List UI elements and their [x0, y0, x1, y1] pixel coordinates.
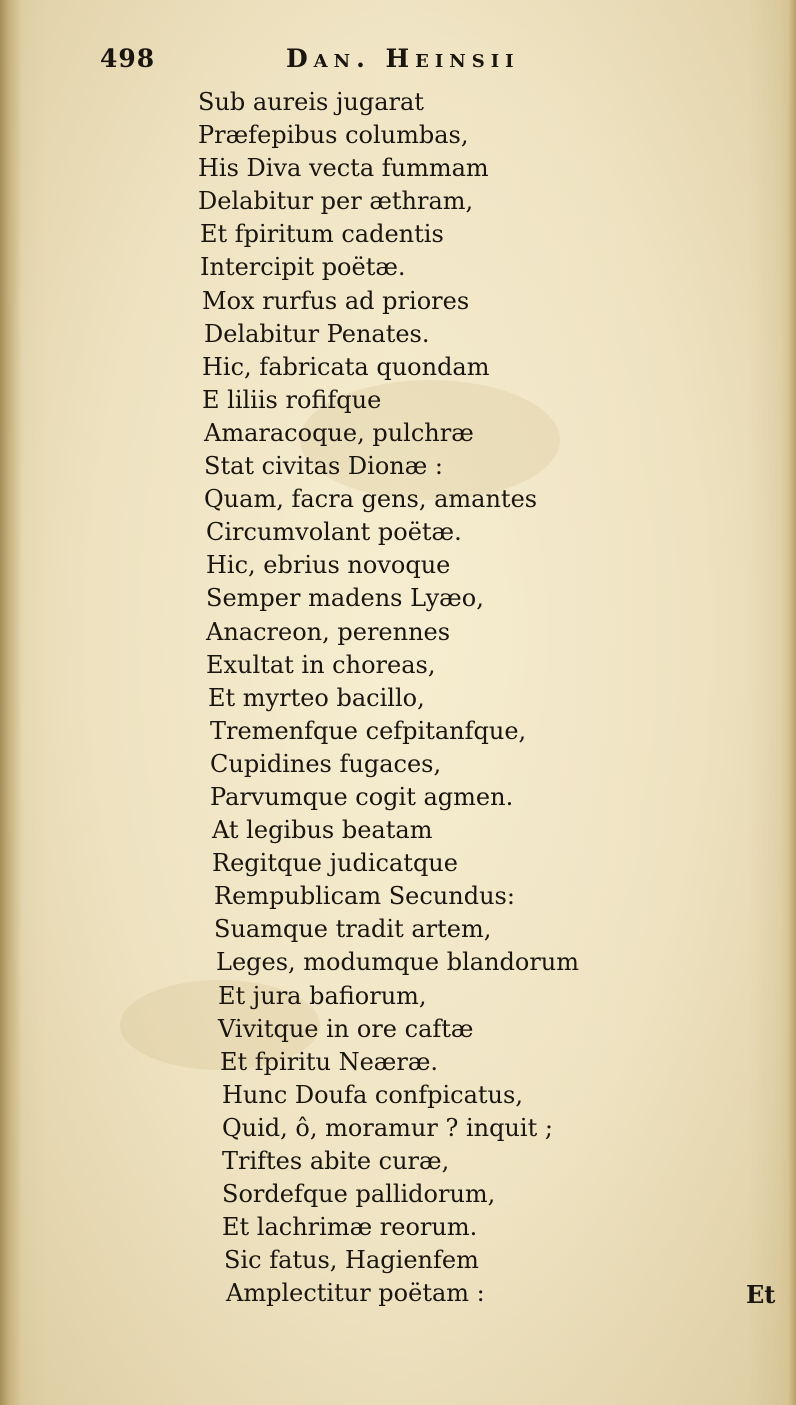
verse-line: Et lachrimæ reorum.: [222, 1213, 478, 1242]
verse-line: Præfepibus columbas,: [198, 121, 469, 150]
verse-line: Sic fatus, Hagienfem: [224, 1246, 479, 1275]
verse-line: His Diva vecta fummam: [198, 154, 489, 183]
verse-line: Circumvolant poëtæ.: [206, 518, 462, 547]
verse-line: Et myrteo bacillo,: [208, 683, 425, 712]
verse-line: Triftes abite curæ,: [222, 1147, 450, 1175]
verse-line: Hunc Doufa confpicatus,: [222, 1080, 523, 1109]
page-number: 498: [100, 44, 156, 73]
verse-line: Tremenfque cefpitanfque,: [210, 716, 527, 745]
verse-line: Et fpiritum cadentis: [200, 220, 444, 249]
verse-line: Semper madens Lyæo,: [206, 584, 484, 613]
verse-line: Sordefque pallidorum,: [222, 1180, 496, 1209]
page-header: [100, 44, 580, 84]
verse-line: Et fpiritu Neæræ.: [220, 1047, 439, 1076]
verse-line: Parvumque cogit agmen.: [210, 782, 514, 811]
verse-line: Delabitur Penates.: [204, 319, 430, 348]
poem-text: [0, 86, 796, 1310]
verse-line: Quid, ô, moramur ? inquit ;: [222, 1113, 553, 1142]
verse-line: Vivitque in ore caftæ: [218, 1014, 474, 1043]
verse-line: Stat civitas Dionæ :: [204, 452, 444, 481]
verse-line: Suamque tradit artem,: [214, 915, 492, 944]
verse-line: Cupidines fugaces,: [210, 749, 442, 778]
verse-line: E liliis rofifque: [202, 385, 382, 414]
verse-line: Rempublicam Secundus:: [214, 882, 515, 911]
verse-line: Leges, modumque blandorum: [216, 948, 580, 977]
verse-line: Intercipit poëtæ.: [200, 253, 406, 282]
verse-line: Anacreon, perennes: [206, 617, 451, 646]
verse-line: Exultat in choreas,: [206, 650, 436, 679]
verse-line: Delabitur per æthram,: [198, 187, 474, 216]
verse-line: Sub aureis jugarat: [198, 88, 424, 116]
verse-line: Hic, ebrius novoque: [206, 551, 451, 580]
verse-line: Hic, fabricata quondam: [202, 352, 490, 381]
verse-line: Regitque judicatque: [212, 849, 458, 878]
verse-line: Amaracoque, pulchræ: [204, 418, 474, 447]
verse-line: Mox rurfus ad priores: [202, 286, 470, 315]
verse-line: Et jura bafiorum,: [218, 981, 427, 1010]
verse-line: Quam, facra gens, amantes: [204, 485, 538, 514]
verse-line: At legibus beatam: [212, 816, 433, 845]
running-head: Dan. Heinsii: [286, 44, 520, 73]
catchword: Et: [746, 1280, 776, 1309]
verse-line: Amplectitur poëtam :: [226, 1279, 485, 1308]
